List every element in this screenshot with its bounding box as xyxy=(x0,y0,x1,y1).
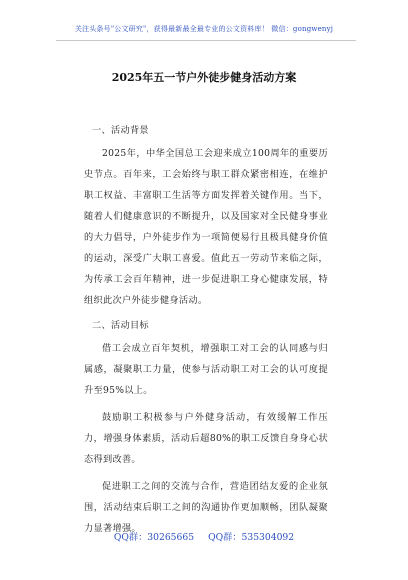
section-heading-goals: 二、活动目标 xyxy=(92,320,149,331)
footer-qq-group-2: QQ群：535304092 xyxy=(208,532,295,543)
paragraph-goal-3: 促进职工之间的交流与合作，营造团结友爱的企业氛围，活动结束后职工之间的沟通协作更加顺畅，团队凝聚力显著增强。 xyxy=(84,481,328,534)
paragraph-background: 2025年，中华全国总工会迎来成立100周年的重要历史节点。百年来，工会始终与职工群众紧密相连，在维护职工权益、丰富职工生活等方面发挥着关键作用。当下，随着人们健康意识的不断提升，以及国家对全民健身事业的大力倡导，户外徒步作为一项简便易行且极具健身价值的运动，深受广大职工喜爱。值此五一劳动节来临之际，为传承工会百年精神，进一步促进职工身心健康发展，特组织此次户外徒步健身活动。 xyxy=(84,148,328,306)
paragraph-goal-1: 借工会成立百年契机，增强职工对工会的认同感与归属感，凝聚职工力量，使参与活动职工对工会的认可度提升至95%以上。 xyxy=(84,343,328,396)
section-heading-background: 一、活动背景 xyxy=(92,125,149,136)
header-note: 关注头条号"公文研究"，获得最新最全最专业的公文资料库！ 微信：gongwenyj xyxy=(74,25,334,33)
paragraph-goal-2: 鼓励职工积极参与户外健身活动，有效缓解工作压力，增强身体素质，活动后超80%的职工反馈自身身心状态得到改善。 xyxy=(84,412,328,465)
footer-qq-group-1: QQ群：30265665 xyxy=(113,532,195,543)
header-divider xyxy=(56,40,356,41)
document-body xyxy=(84,120,328,545)
document-title: 2025年五一节户外徒步健身活动方案 xyxy=(111,71,297,84)
footer-qq-groups xyxy=(0,529,408,543)
